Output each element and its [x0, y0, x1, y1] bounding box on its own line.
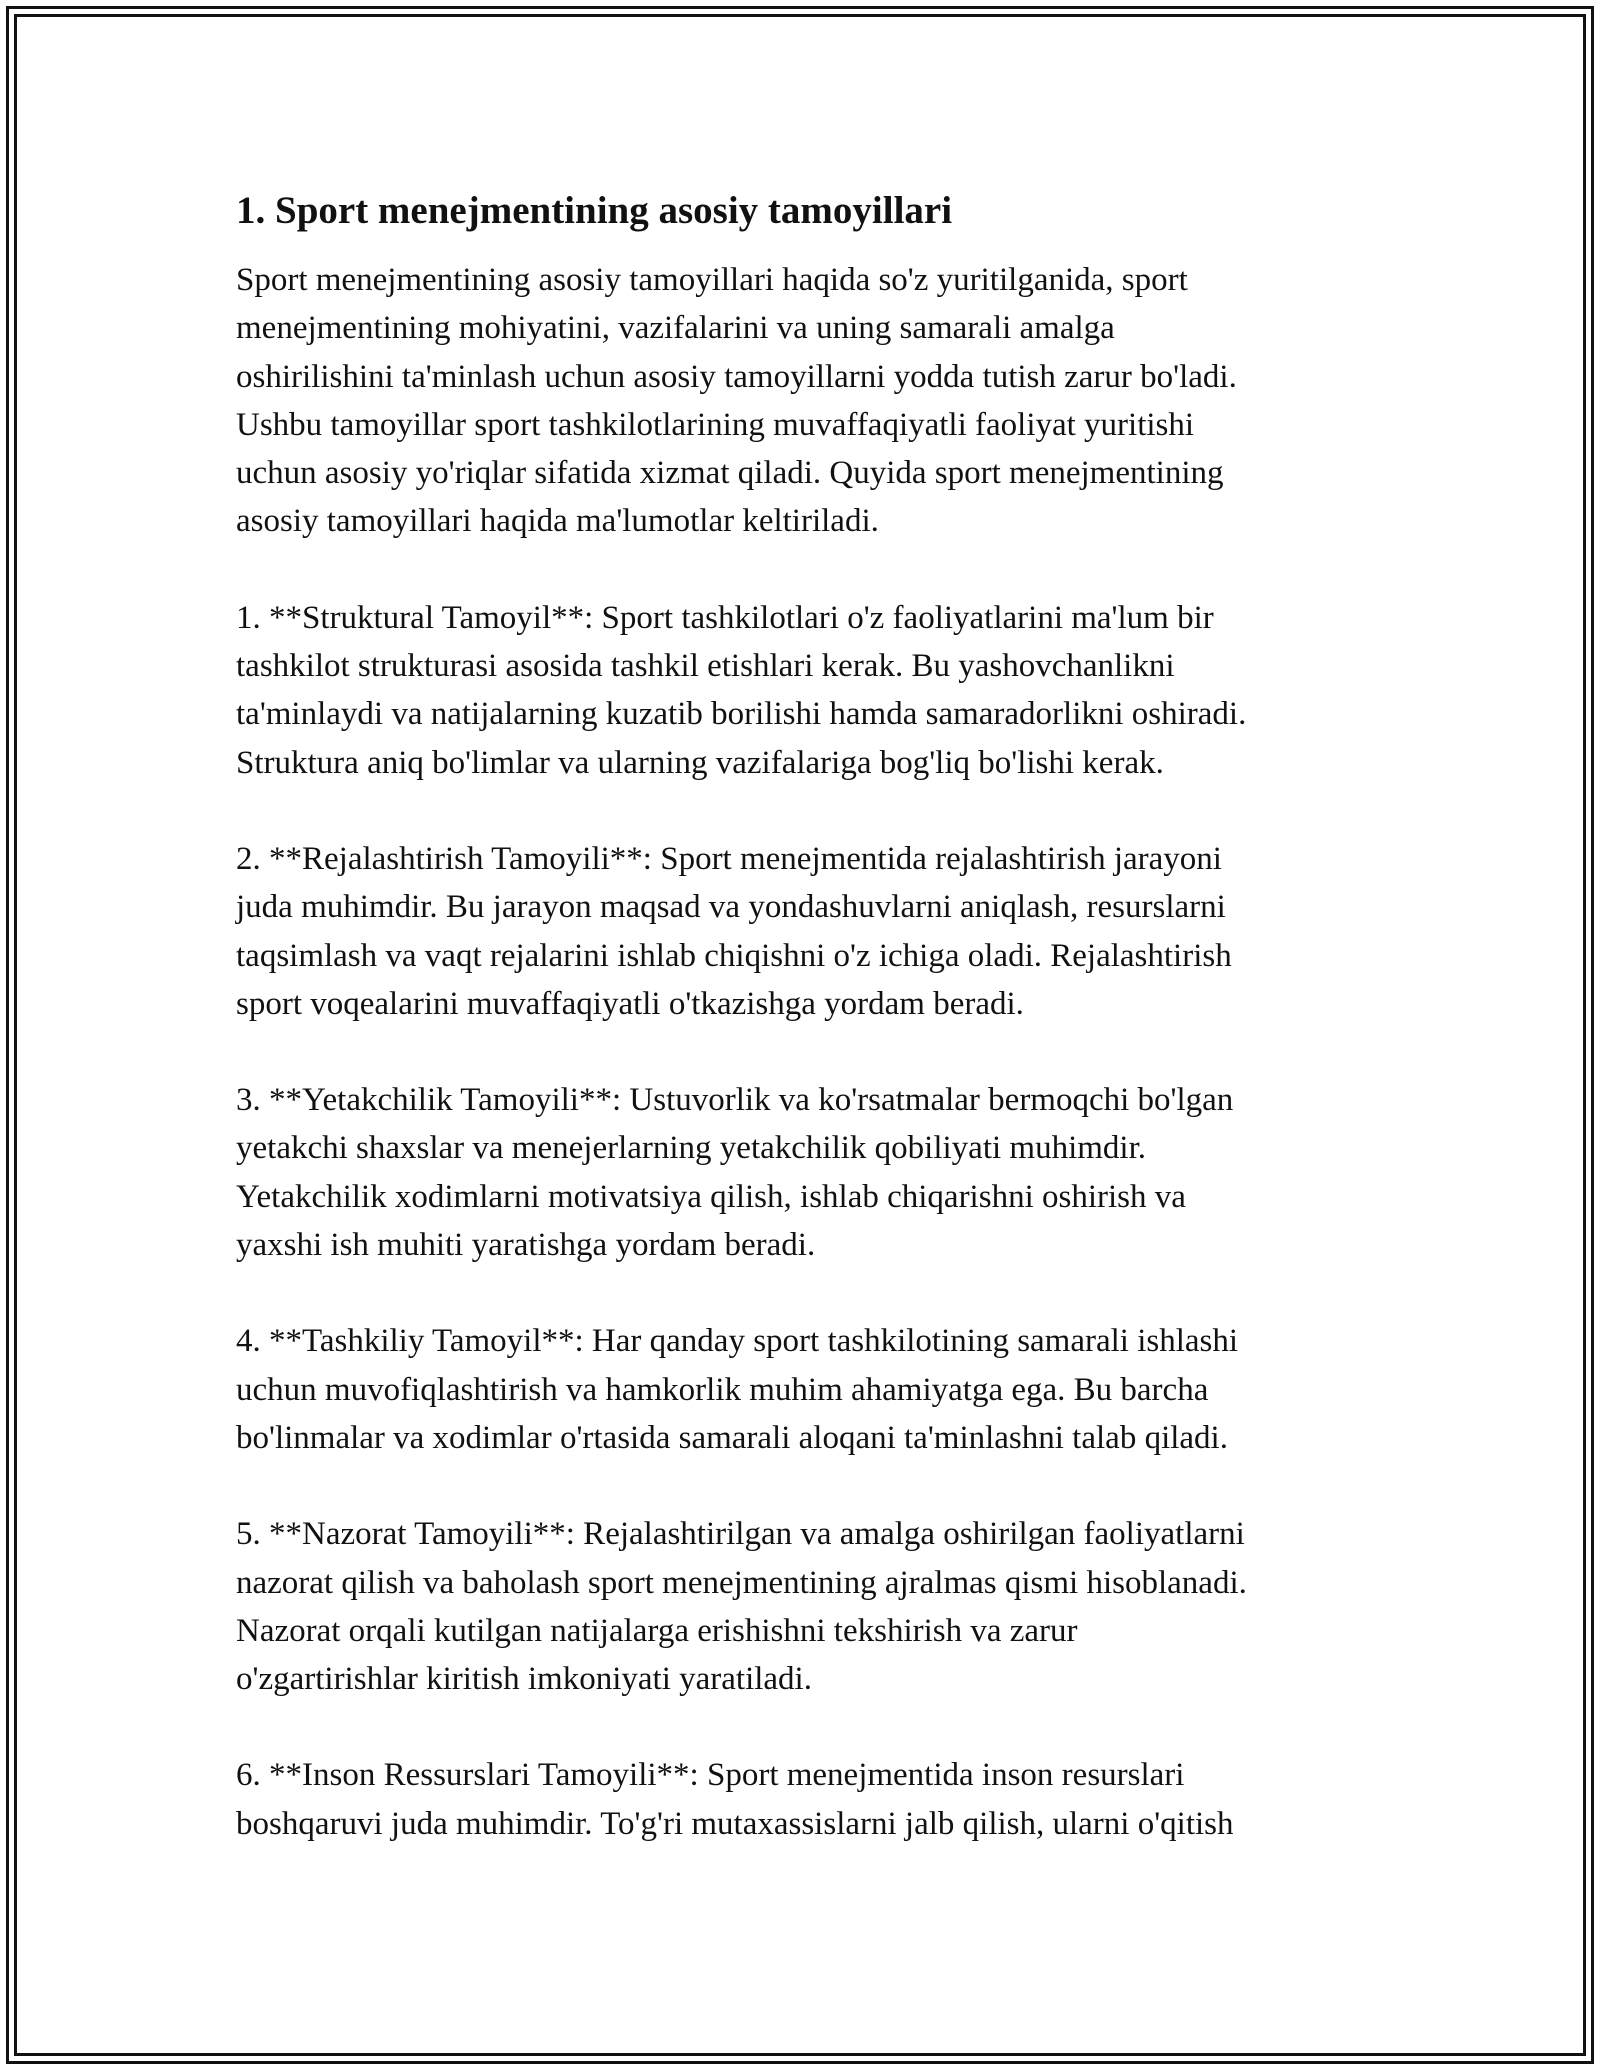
text-line: tashkilot strukturasi asosida tashkil etishlari kerak. Bu yashovchanlikni	[236, 648, 1175, 685]
text-line: yaxshi ish muhiti yaratishga yordam beradi.	[236, 1227, 816, 1264]
section-heading: 1. Sport menejmentining asosiy tamoyillari	[236, 189, 953, 232]
intro-paragraph	[236, 256, 1386, 546]
text-line: sport voqealarini muvaffaqiyatli o'tkazishga yordam beradi.	[236, 985, 1024, 1022]
text-line: Sport menejmentining asosiy tamoyillari haqida so'z yuritilganida, sport	[236, 262, 1188, 298]
text-line: oshirilishini ta'minlash uchun asosiy tamoyillarni yodda tutish zarur bo'ladi.	[236, 358, 1237, 395]
text-line: o'zgartirishlar kiritish imkoniyati yaratiladi.	[236, 1661, 812, 1698]
text-line: menejmentining mohiyatini, vazifalarini va uning samarali amalga	[236, 310, 1115, 347]
document-body	[236, 186, 1386, 1896]
text-line: asosiy tamoyillari haqida ma'lumotlar keltiriladi.	[236, 503, 879, 540]
text-line: juda muhimdir. Bu jarayon maqsad va yondashuvlarni aniqlash, resurslarni	[236, 889, 1226, 926]
text-line: uchun asosiy yo'riqlar sifatida xizmat qiladi. Quyida sport menejmentining	[236, 455, 1224, 492]
text-line: ta'minlaydi va natijalarning kuzatib borilishi hamda samaradorlikni oshiradi.	[236, 696, 1247, 733]
text-line: Yetakchilik xodimlarni motivatsiya qilish, ishlab chiqarishni oshirish va	[236, 1178, 1186, 1215]
text-line: 4. **Tashkiliy Tamoyil**: Har qanday sport tashkilotining samarali ishlashi	[236, 1323, 1239, 1360]
principle-paragraph-1	[236, 594, 1386, 787]
text-line: 3. **Yetakchilik Tamoyili**: Ustuvorlik va ko'rsatmalar bermoqchi bo'lgan	[236, 1082, 1234, 1119]
text-line: boshqaruvi juda muhimdir. To'g'ri mutaxassislarni jalb qilish, ularni o'qitish	[236, 1805, 1234, 1842]
text-line: Ushbu tamoyillar sport tashkilotlarining muvaffaqiyatli faoliyat yuritishi	[236, 406, 1195, 443]
text-line: bo'linmalar va xodimlar o'rtasida samarali aloqani ta'minlashni talab qiladi.	[236, 1419, 1228, 1456]
text-line: 6. **Inson Ressurslari Tamoyili**: Sport menejmentida inson resurslari	[236, 1757, 1185, 1794]
text-line: taqsimlash va vaqt rejalarini ishlab chiqishni o'z ichiga oladi. Rejalashtirish	[236, 937, 1232, 974]
text-line: 2. **Rejalashtirish Tamoyili**: Sport menejmentida rejalashtirish jarayoni	[236, 840, 1222, 877]
text-line: Struktura aniq bo'limlar va ularning vazifalariga bog'liq bo'lishi kerak.	[236, 744, 1164, 781]
text-line: Nazorat orqali kutilgan natijalarga erishishni tekshirish va zarur	[236, 1612, 1078, 1649]
text-line: yetakchi shaxslar va menejerlarning yetakchilik qobiliyati muhimdir.	[236, 1130, 1146, 1167]
principle-paragraph-4	[236, 1317, 1386, 1462]
text-line: uchun muvofiqlashtirish va hamkorlik muhim ahamiyatga ega. Bu barcha	[236, 1371, 1209, 1408]
principle-paragraph-3	[236, 1076, 1386, 1269]
text-line: 5. **Nazorat Tamoyili**: Rejalashtirilgan va amalga oshirilgan faoliyatlarni	[236, 1516, 1245, 1553]
principle-paragraph-6	[236, 1751, 1386, 1848]
principle-paragraph-5	[236, 1510, 1386, 1703]
text-line: nazorat qilish va baholash sport menejmentining ajralmas qismi hisoblanadi.	[236, 1564, 1247, 1601]
text-line: 1. **Struktural Tamoyil**: Sport tashkilotlari o'z faoliyatlarini ma'lum bir	[236, 599, 1214, 636]
principle-paragraph-2	[236, 835, 1386, 1028]
